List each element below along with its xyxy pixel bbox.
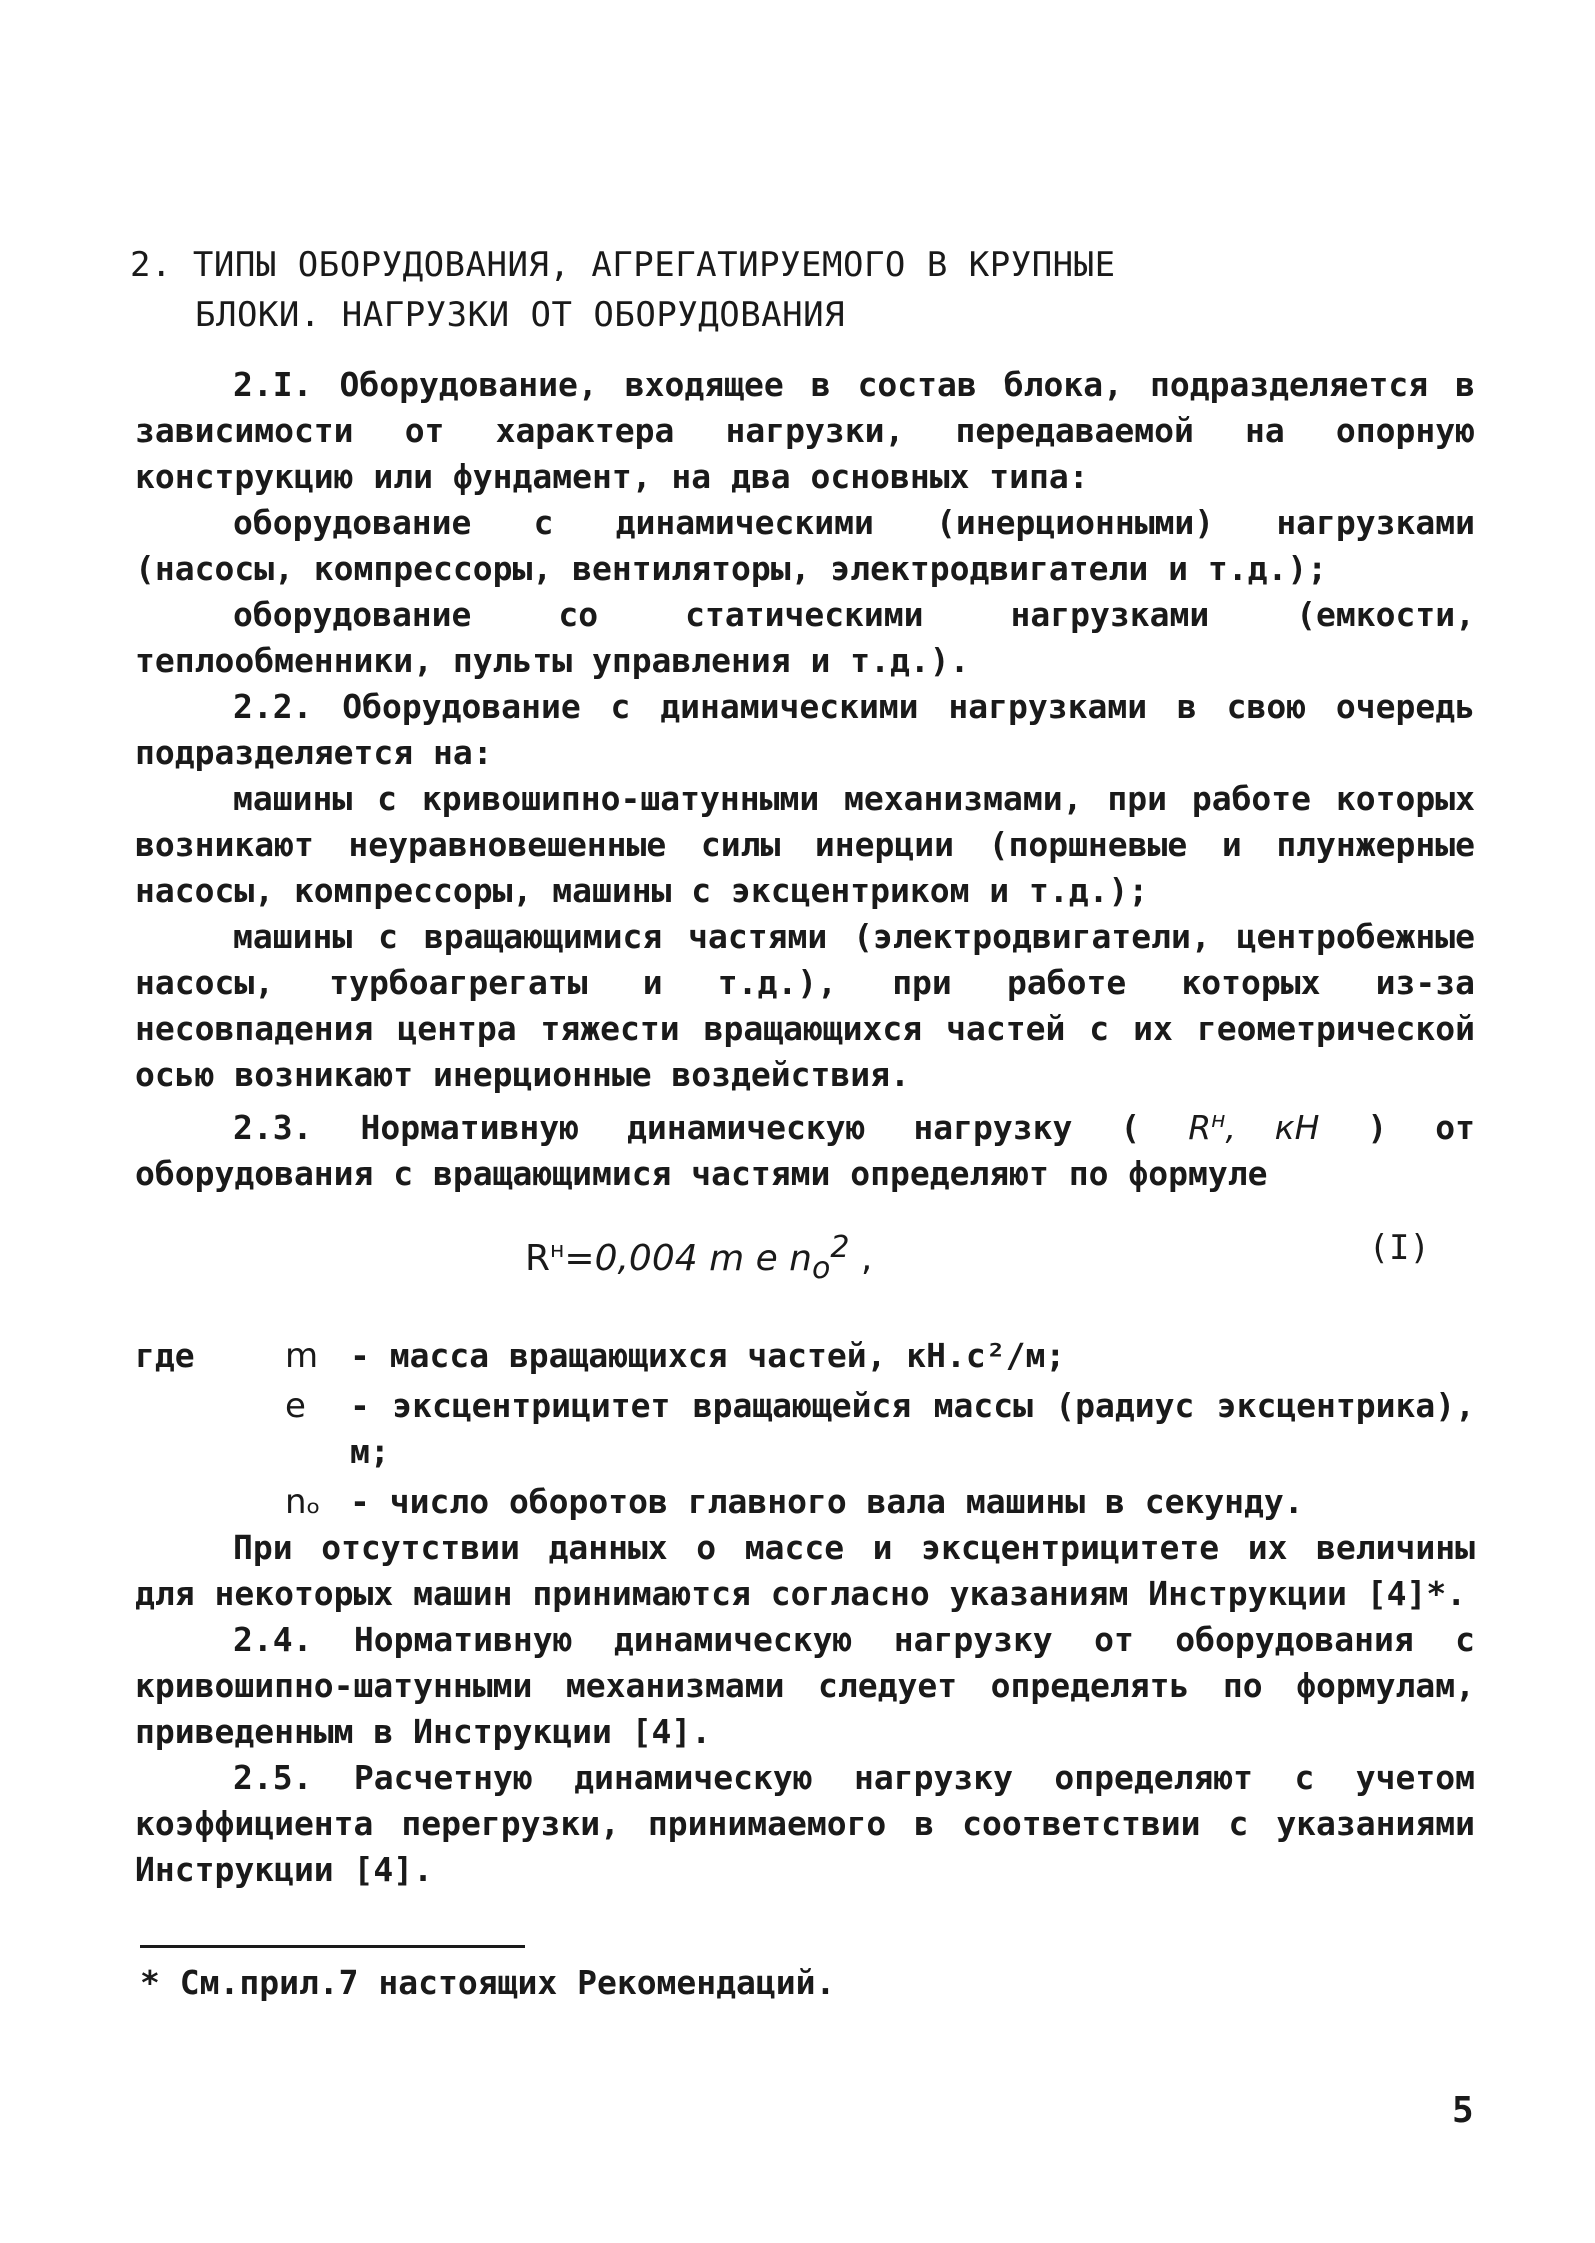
legend-symbol: m bbox=[285, 1336, 319, 1376]
formula-lhs: R bbox=[525, 1238, 551, 1279]
legend-lead: где bbox=[135, 1336, 195, 1375]
page-number: 5 bbox=[1452, 2090, 1474, 2131]
footnote: * См.прил.7 настоящих Рекомендаций. bbox=[140, 1963, 836, 2002]
legend-text: - эксцентрицитет вращающейся массы (радиус эксцентрика), м; bbox=[350, 1386, 1475, 1471]
legend-symbol: e bbox=[285, 1386, 306, 1426]
paragraph-2-1-type-a: оборудование с динамическими (инерционными) нагрузками (насосы, компрессоры, вентиляторы, электродвигатели и т.д.); bbox=[135, 503, 1475, 588]
formula-rhs-superscript: 2 bbox=[830, 1230, 850, 1265]
legend-text: - масса вращающихся частей, кН.с²/м; bbox=[350, 1336, 1066, 1375]
formula-tail: , bbox=[849, 1238, 873, 1279]
footnote-divider bbox=[140, 1945, 525, 1948]
formula-expression bbox=[525, 1225, 872, 1292]
legend-text: - число оборотов главного вала машины в секунду. bbox=[350, 1482, 1304, 1521]
legend-row bbox=[135, 1383, 1475, 1475]
formula-rhs-subscript: o bbox=[812, 1251, 831, 1287]
paragraph-2-3 bbox=[135, 1098, 1475, 1197]
legend-row bbox=[135, 1479, 1475, 1525]
section-heading-line-1: 2. ТИПЫ ОБОРУДОВАНИЯ, АГРЕГАТИРУЕМОГО В КРУПНЫЕ bbox=[130, 245, 1116, 285]
formula-lhs-superscript: н bbox=[550, 1238, 565, 1263]
formula-rhs: =0,004 m e n bbox=[564, 1238, 812, 1279]
paragraph-2-2-type-b: машины с вращающимися частями (электродвигатели, центробежные насосы, турбоагрегаты и т.д.), при работе которых из-за несовпадения центра тяжести вращающихся частей с их геометрической осью возникают инерционные воздействия. bbox=[135, 917, 1475, 1094]
paragraph-absence-data: При отсутствии данных о массе и эксцентрицитете их величины для некоторых машин принимаются согласно указаниям Инструкции [4]*. bbox=[135, 1528, 1475, 1613]
load-unit: , кН bbox=[1225, 1108, 1320, 1147]
paragraph-2-5: 2.5. Расчетную динамическую нагрузку определяют с учетом коэффициента перегрузки, принимаемого в соответствии с указаниями Инструкции [4]. bbox=[135, 1758, 1475, 1889]
paragraph-2-3-start: 2.3. Нормативную динамическую нагрузку ( bbox=[233, 1108, 1141, 1147]
paragraph-2-1: 2.I. Оборудование, входящее в состав блока, подразделяется в зависимости от характера нагрузки, передаваемой на опорную конструкцию или фундамент, на два основных типа: bbox=[135, 365, 1475, 496]
paragraph-2-4: 2.4. Нормативную динамическую нагрузку от оборудования с кривошипно-шатунными механизмами следует определять по формулам, приведенным в Инструкции [4]. bbox=[135, 1620, 1475, 1751]
formula-number: (I) bbox=[1368, 1228, 1430, 1268]
paragraph-2-2: 2.2. Оборудование с динамическими нагрузками в свою очередь подразделяется на: bbox=[135, 687, 1475, 772]
load-symbol: R bbox=[1188, 1108, 1212, 1147]
paragraph-2-1-type-b: оборудование со статическими нагрузками (емкости, теплообменники, пульты управления и т.д.). bbox=[135, 595, 1475, 680]
legend-symbol: nₒ bbox=[285, 1482, 321, 1522]
legend-row bbox=[135, 1333, 1475, 1379]
formula-legend bbox=[135, 1333, 1475, 1525]
section-heading bbox=[130, 240, 1116, 340]
paragraph-2-2-type-a: машины с кривошипно-шатунными механизмами, при работе которых возникают неуравновешенные силы инерции (поршневые и плунжерные насосы, компрессоры, машины с эксцентриком и т.д.); bbox=[135, 779, 1475, 910]
formula-1 bbox=[135, 1207, 1475, 1303]
load-symbol-superscript: н bbox=[1211, 1108, 1226, 1133]
document-body bbox=[135, 362, 1475, 1893]
section-heading-line-2: БЛОКИ. НАГРУЗКИ ОТ ОБОРУДОВАНИЯ bbox=[195, 295, 846, 335]
paragraph-2-3-end: ) от оборудования с вращающимися частями определяют по формуле bbox=[135, 1108, 1475, 1193]
